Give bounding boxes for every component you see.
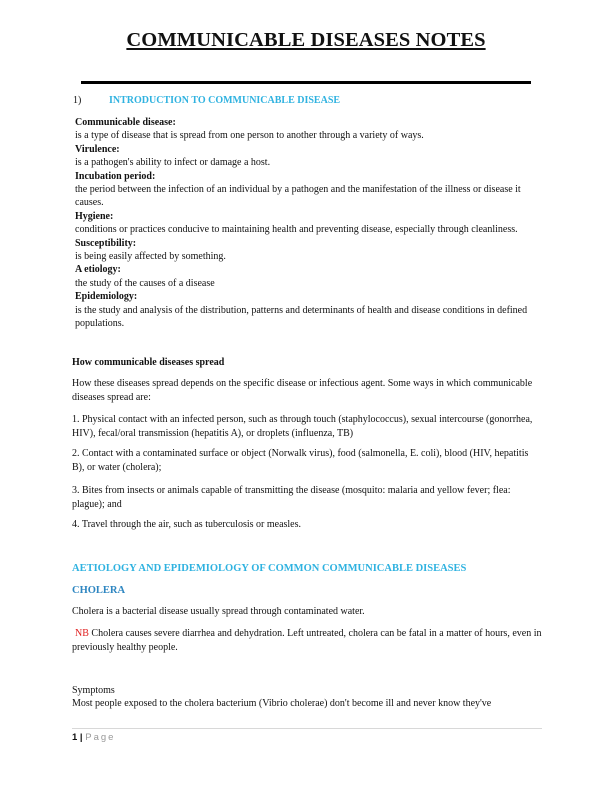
definition: is the study and analysis of the distribution, patterns and determinants of health and disease conditions in defined populations.	[75, 304, 528, 330]
footer-separator: |	[77, 732, 86, 743]
section-1-heading	[73, 95, 340, 106]
definition: conditions or practices conducive to maintaining health and preventing disease, especially through cleanliness.	[75, 224, 518, 236]
spread-item: 4. Travel through the air, such as tuberculosis or measles.	[72, 519, 302, 530]
definition: is a pathogen's ability to infect or damage a host.	[75, 157, 271, 169]
term: A etiology:	[75, 264, 121, 276]
nb-label: NB	[75, 628, 89, 639]
cholera-intro: Cholera is a bacterial disease usually spread through contaminated water.	[72, 606, 365, 617]
definition: the period between the infection of an individual by a pathogen and the manifestation of the illness or disease it causes.	[75, 184, 521, 209]
aetiology-heading: AETIOLOGY AND EPIDEMIOLOGY OF COMMON COMMUNICABLE DISEASES	[72, 563, 467, 574]
definition: the study of the causes of a disease	[75, 277, 215, 289]
term: Virulence:	[75, 143, 120, 155]
spread-item: 3. Bites from insects or animals capable of transmitting the disease (mosquito: malaria and yellow fever; flea: plague); and	[72, 485, 511, 510]
term: Incubation period:	[75, 170, 156, 182]
page-number: 1	[72, 732, 78, 743]
spread-item: 2. Contact with a contaminated surface or object (Norwalk virus), food (salmonella, E. coli), blood (HIV, hepatitis B), or water (cholera);	[72, 448, 529, 473]
page-label: Page	[85, 732, 116, 743]
title-rule	[81, 81, 531, 84]
cholera-nb	[72, 627, 542, 654]
term: Susceptibility:	[75, 237, 137, 249]
spread-intro: How these diseases spread depends on the specific disease or infectious agent. Some ways in which communicable diseases spread are:	[72, 378, 533, 403]
definition: is a type of disease that is spread from one person to another through a variety of ways.	[75, 130, 424, 142]
spread-heading: How communicable diseases spread	[72, 357, 225, 368]
definitions-list	[75, 116, 545, 331]
cholera-heading: CHOLERA	[72, 585, 126, 596]
section-title: INTRODUCTION TO COMMUNICABLE DISEASE	[109, 95, 341, 106]
spread-item: 1. Physical contact with an infected person, such as through touch (staphylococcus), sexual intercourse (gonorrhea, HIV), fecal/oral transmission (hepatitis A), or droplets (influenza, TB)	[72, 414, 533, 439]
term: Communicable disease:	[75, 117, 176, 128]
symptoms-text: Most people exposed to the cholera bacterium (Vibrio cholerae) don't become ill and never know they've	[72, 698, 492, 709]
nb-text: Cholera causes severe diarrhea and dehydration. Left untreated, cholera can be fatal in a matter of hours, even in previously healthy people.	[72, 628, 542, 653]
section-number: 1)	[73, 95, 82, 106]
page-title: COMMUNICABLE DISEASES NOTES	[126, 29, 486, 51]
footer-divider	[72, 728, 542, 729]
term: Hygiene:	[75, 210, 114, 222]
symptoms-label: Symptoms	[72, 685, 115, 696]
definition: is being easily affected by something.	[75, 251, 226, 263]
page-footer	[72, 732, 115, 743]
term: Epidemiology:	[75, 291, 138, 303]
